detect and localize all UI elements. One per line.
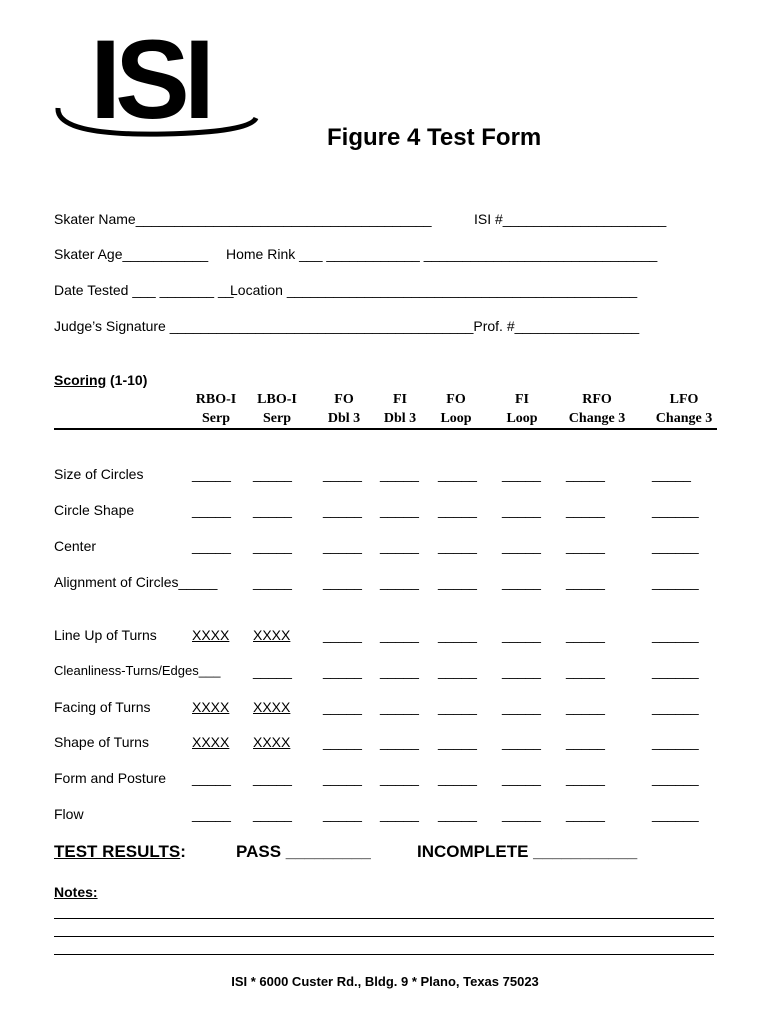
column-header-line2: Change 3: [655, 411, 713, 426]
skater-name-field: Skater Name______________________________________: [54, 211, 432, 227]
home-rink-field: Home Rink ___ ____________ ______________________________: [226, 246, 658, 262]
score-blank: _____: [438, 663, 477, 679]
score-blank: _____: [502, 734, 541, 750]
column-header: [434, 390, 478, 428]
column-header: [648, 390, 720, 428]
score-blank: _____: [380, 699, 419, 715]
score-blank: _____: [566, 806, 605, 822]
isi-logo: [54, 20, 264, 140]
score-blank: _____: [502, 770, 541, 786]
column-header: [249, 390, 305, 428]
score-blank: _____: [192, 770, 231, 786]
column-header: [319, 390, 369, 428]
score-blank: _____: [323, 663, 362, 679]
column-header-line2: Loop: [440, 411, 472, 426]
not-applicable-cell: XXXX: [192, 699, 230, 715]
not-applicable-cell: XXXX: [253, 734, 291, 750]
row-label: Shape of Turns: [54, 734, 149, 750]
score-blank: _____: [502, 806, 541, 822]
row-label: Form and Posture: [54, 770, 167, 786]
column-header: [376, 390, 424, 428]
judge-signature-field: Judge’s Signature _______________________________________Prof. #________________: [54, 318, 640, 334]
score-blank: ______: [652, 574, 699, 590]
score-blank: ______: [652, 806, 699, 822]
score-blank: _____: [438, 538, 477, 554]
score-blank: _____: [323, 699, 362, 715]
score-blank: _____: [438, 699, 477, 715]
score-blank: _____: [253, 663, 292, 679]
column-header-line1: LFO: [669, 392, 699, 407]
incomplete-field: INCOMPLETE ___________: [417, 842, 638, 861]
score-blank: _____: [566, 538, 605, 554]
score-blank: _____: [502, 538, 541, 554]
row-label: Center: [54, 538, 97, 554]
column-header-line1: RFO: [582, 392, 612, 407]
score-blank: _____: [652, 466, 691, 482]
score-blank: ______: [652, 770, 699, 786]
score-blank: _____: [502, 502, 541, 518]
score-blank: _____: [566, 734, 605, 750]
column-header-line1: LBO-I: [257, 392, 297, 407]
score-blank: _____: [380, 806, 419, 822]
column-header-line1: FI: [393, 392, 407, 407]
row-label: Line Up of Turns: [54, 627, 157, 643]
row-label: Cleanliness-Turns/Edges___: [54, 663, 221, 678]
column-header: [498, 390, 546, 428]
score-blank: _____: [380, 574, 419, 590]
row-label: Size of Circles: [54, 466, 144, 482]
score-blank: _____: [192, 502, 231, 518]
score-blank: _____: [502, 663, 541, 679]
score-blank: _____: [192, 806, 231, 822]
score-blank: _____: [380, 770, 419, 786]
score-blank: _____: [323, 502, 362, 518]
pass-field: PASS _________: [236, 842, 371, 861]
score-blank: _____: [253, 538, 292, 554]
test-results-label: TEST RESULTS: [54, 842, 181, 861]
score-blank: _____: [253, 466, 292, 482]
column-header-line2: Change 3: [568, 411, 626, 426]
score-blank: _____: [566, 574, 605, 590]
score-blank: _____: [323, 574, 362, 590]
test-results: [54, 842, 186, 862]
column-header-line2: Dbl 3: [327, 411, 361, 426]
row-label: Alignment of Circles_____: [54, 574, 218, 590]
skater-age-field: Skater Age___________: [54, 246, 209, 262]
scoring-heading-range: (1-10): [106, 372, 148, 388]
not-applicable-cell: XXXX: [192, 734, 230, 750]
score-blank: _____: [380, 466, 419, 482]
score-blank: _____: [323, 538, 362, 554]
column-header-line2: Loop: [506, 411, 538, 426]
column-header-line2: Serp: [263, 411, 291, 426]
score-blank: _____: [323, 466, 362, 482]
header-rule: [54, 428, 717, 430]
column-header-line1: FI: [515, 392, 529, 407]
score-blank: _____: [566, 627, 605, 643]
scoring-heading: [54, 372, 147, 388]
score-blank: _____: [566, 699, 605, 715]
column-header: [562, 390, 632, 428]
location-field: Location _____________________________________________: [230, 282, 638, 298]
score-blank: _____: [566, 663, 605, 679]
logo-text: ISI: [90, 20, 209, 140]
score-blank: _____: [438, 502, 477, 518]
score-blank: ______: [652, 699, 699, 715]
score-blank: ______: [652, 627, 699, 643]
page-title: Figure 4 Test Form: [327, 124, 542, 151]
score-blank: _____: [438, 806, 477, 822]
score-blank: _____: [253, 806, 292, 822]
score-blank: ______: [652, 538, 699, 554]
score-blank: _____: [566, 466, 605, 482]
score-blank: _____: [566, 502, 605, 518]
score-blank: _____: [438, 627, 477, 643]
not-applicable-cell: XXXX: [253, 699, 291, 715]
not-applicable-cell: XXXX: [192, 627, 230, 643]
column-header: [188, 390, 244, 428]
score-blank: ______: [652, 502, 699, 518]
score-blank: _____: [323, 734, 362, 750]
score-blank: _____: [502, 466, 541, 482]
score-blank: _____: [323, 770, 362, 786]
date-tested-field: Date Tested ___ _______ __: [54, 282, 234, 298]
score-blank: _____: [380, 734, 419, 750]
column-header-line1: FO: [334, 392, 354, 407]
score-blank: _____: [380, 663, 419, 679]
row-label: Circle Shape: [54, 502, 135, 518]
score-blank: _____: [438, 466, 477, 482]
column-header-line1: RBO-I: [195, 392, 237, 407]
score-blank: _____: [323, 806, 362, 822]
score-blank: _____: [438, 770, 477, 786]
score-blank: _____: [380, 627, 419, 643]
test-results-colon: :: [180, 842, 186, 861]
column-header-line2: Serp: [202, 411, 230, 426]
score-blank: _____: [323, 627, 362, 643]
column-header-line1: FO: [446, 392, 466, 407]
score-blank: _____: [566, 770, 605, 786]
column-header-line2: Dbl 3: [383, 411, 417, 426]
score-blank: _____: [253, 770, 292, 786]
isi-number-field: ISI #_____________________: [474, 211, 667, 227]
score-blank: _____: [253, 574, 292, 590]
score-blank: ______: [652, 734, 699, 750]
score-blank: _____: [502, 574, 541, 590]
score-blank: _____: [192, 538, 231, 554]
score-blank: _____: [192, 466, 231, 482]
score-blank: _____: [502, 627, 541, 643]
row-label: Flow: [54, 806, 84, 822]
score-blank: _____: [502, 699, 541, 715]
score-blank: _____: [438, 574, 477, 590]
notes-line-3: [54, 954, 714, 955]
not-applicable-cell: XXXX: [253, 627, 291, 643]
notes-line-1: [54, 918, 714, 919]
score-blank: _____: [380, 502, 419, 518]
row-label: Facing of Turns: [54, 699, 151, 715]
score-blank: _____: [380, 538, 419, 554]
score-blank: ______: [652, 663, 699, 679]
footer-address: ISI * 6000 Custer Rd., Bldg. 9 * Plano, Texas 75023: [231, 974, 539, 989]
score-blank: _____: [438, 734, 477, 750]
score-blank: _____: [253, 502, 292, 518]
scoring-heading-label: Scoring: [54, 372, 107, 388]
notes-label: Notes:: [54, 884, 98, 900]
notes-line-2: [54, 936, 714, 937]
